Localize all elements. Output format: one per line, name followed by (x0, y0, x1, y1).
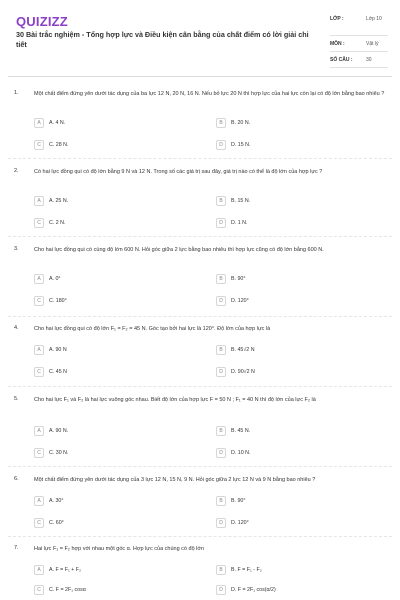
option-letter-box: A (34, 345, 44, 355)
option-text: C. F = 2F₁ cosα (49, 587, 86, 593)
class-label: LỚP : (330, 16, 344, 22)
option-d[interactable] (216, 218, 386, 230)
option-d[interactable] (216, 140, 386, 152)
option-text: D. 120° (231, 298, 249, 304)
option-a[interactable] (34, 196, 204, 208)
question-number: 1. (14, 90, 19, 96)
option-a[interactable] (34, 426, 204, 438)
option-c[interactable] (34, 296, 204, 308)
option-d[interactable] (216, 518, 386, 530)
option-text: A. 90 N. (49, 428, 69, 434)
question-divider (8, 158, 392, 159)
option-text: D. 1 N. (231, 220, 248, 226)
option-letter-box: A (34, 274, 44, 284)
option-text: C. 60° (49, 520, 64, 526)
count-label: SỐ CÂU : (330, 57, 353, 63)
question-divider (8, 536, 392, 537)
option-letter-box: A (34, 496, 44, 506)
question-text: Một chất điểm đứng yên dưới tác dụng của ba lực 12 N, 20 N, 16 N. Nếu bỏ lực 20 N thì hợp lực của hai lực còn lại có độ lớn bằng bao nhiêu ? (34, 91, 385, 97)
option-c[interactable] (34, 140, 204, 152)
question-number: 7. (14, 545, 19, 551)
option-text: B. 45 N. (231, 428, 251, 434)
option-letter-box: C (34, 367, 44, 377)
question-divider (8, 386, 392, 387)
question-text: Cho hai lực F₁ và F₂ là hai lực vuông góc nhau. Biết độ lớn của hợp lực F = 50 N ; F₁ = 40 N thì độ lớn của lực F₂ là (34, 397, 316, 403)
option-letter-box: B (216, 496, 226, 506)
question-divider (8, 236, 392, 237)
option-letter-box: D (216, 296, 226, 306)
option-letter-box: A (34, 565, 44, 575)
option-a[interactable] (34, 565, 204, 577)
option-d[interactable] (216, 367, 386, 379)
option-text: A. 30° (49, 498, 64, 504)
option-text: C. 2 N. (49, 220, 66, 226)
option-letter-box: B (216, 426, 226, 436)
option-letter-box: A (34, 426, 44, 436)
option-c[interactable] (34, 218, 204, 230)
option-text: D. 15 N. (231, 142, 251, 148)
question-number: 5. (14, 396, 19, 402)
option-letter-box: B (216, 196, 226, 206)
option-letter-box: D (216, 140, 226, 150)
option-a[interactable] (34, 496, 204, 508)
option-letter-box: A (34, 118, 44, 128)
option-text: A. 4 N. (49, 120, 66, 126)
option-text: D. 90√2 N (231, 369, 255, 375)
option-letter-box: C (34, 518, 44, 528)
question-divider (8, 316, 392, 317)
option-a[interactable] (34, 345, 204, 357)
option-letter-box: B (216, 565, 226, 575)
option-b[interactable] (216, 118, 386, 130)
option-d[interactable] (216, 585, 386, 597)
option-letter-box: B (216, 345, 226, 355)
option-letter-box: A (34, 196, 44, 206)
option-text: C. 45 N (49, 369, 67, 375)
option-text: A. F = F₁ + F₂ (49, 567, 82, 573)
option-letter-box: D (216, 585, 226, 595)
question-text: Một chất điểm đứng yên dưới tác dụng của 3 lực 12 N, 15 N, 9 N. Hỏi góc giữa 2 lực 12 N và 9 N bằng bao nhiêu ? (34, 477, 316, 483)
option-text: B. 15 N. (231, 198, 251, 204)
option-letter-box: C (34, 448, 44, 458)
option-text: C. 28 N. (49, 142, 69, 148)
subject-value: Vật lý (366, 41, 379, 47)
option-letter-box: C (34, 218, 44, 228)
option-text: A. 25 N. (49, 198, 69, 204)
option-a[interactable] (34, 274, 204, 286)
option-b[interactable] (216, 426, 386, 438)
option-text: B. 45√2 N (231, 347, 255, 353)
option-text: D. 120° (231, 520, 249, 526)
option-a[interactable] (34, 118, 204, 130)
option-b[interactable] (216, 565, 386, 577)
question-divider (8, 466, 392, 467)
option-text: B. F = F₁ - F₂ (231, 567, 262, 573)
option-letter-box: D (216, 448, 226, 458)
option-text: D. F = 2F₁ cos(α/2) (231, 587, 276, 593)
option-letter-box: C (34, 585, 44, 595)
subject-label: MÔN : (330, 41, 345, 47)
option-letter-box: B (216, 118, 226, 128)
option-b[interactable] (216, 196, 386, 208)
class-value: Lớp 10 (366, 16, 382, 22)
question-text: Cho hai lực đồng qui có cùng độ lớn 600 N. Hỏi góc giữa 2 lực bằng bao nhiêu thì hợp lực cũng có độ lớn bằng 600 N. (34, 247, 324, 253)
option-text: B. 20 N. (231, 120, 251, 126)
question-number: 2. (14, 168, 19, 174)
option-c[interactable] (34, 367, 204, 379)
option-b[interactable] (216, 274, 386, 286)
option-b[interactable] (216, 496, 386, 508)
option-d[interactable] (216, 448, 386, 460)
option-text: B. 90° (231, 276, 246, 282)
option-text: A. 0° (49, 276, 61, 282)
option-c[interactable] (34, 585, 204, 597)
option-b[interactable] (216, 345, 386, 357)
option-text: B. 90° (231, 498, 246, 504)
option-text: A. 90 N (49, 347, 67, 353)
question-text: Hai lực F₁ = F₂ hợp với nhau một góc α. Hợp lực của chúng có độ lớn (34, 546, 205, 552)
option-text: C. 30 N. (49, 450, 69, 456)
option-text: C. 180° (49, 298, 67, 304)
option-c[interactable] (34, 518, 204, 530)
quizizz-logo: QUIZIZZ (16, 14, 68, 29)
option-c[interactable] (34, 448, 204, 460)
option-letter-box: D (216, 367, 226, 377)
header-divider (8, 76, 392, 77)
worksheet-title: 30 Bài trắc nghiệm - Tổng hợp lực và Điều kiện cân bằng của chất điểm có lời giải chi tiết (16, 30, 309, 49)
question-number: 3. (14, 246, 19, 252)
count-value: 30 (366, 57, 372, 63)
option-text: D. 10 N. (231, 450, 251, 456)
question-text: Cho hai lực đồng qui có độ lớn F₁ = F₂ = 45 N. Góc tạo bởi hai lực là 120°. Độ lớn của hợp lực là (34, 326, 271, 332)
question-number: 4. (14, 325, 19, 331)
option-letter-box: C (34, 140, 44, 150)
option-letter-box: D (216, 218, 226, 228)
option-letter-box: C (34, 296, 44, 306)
option-letter-box: D (216, 518, 226, 528)
option-letter-box: B (216, 274, 226, 284)
option-d[interactable] (216, 296, 386, 308)
question-text: Có hai lực đồng qui có độ lớn bằng 9 N và 12 N. Trong số các giá trị sau đây, giá trị nào có thể là độ lớn của hợp lực ? (34, 169, 323, 175)
question-number: 6. (14, 476, 19, 482)
